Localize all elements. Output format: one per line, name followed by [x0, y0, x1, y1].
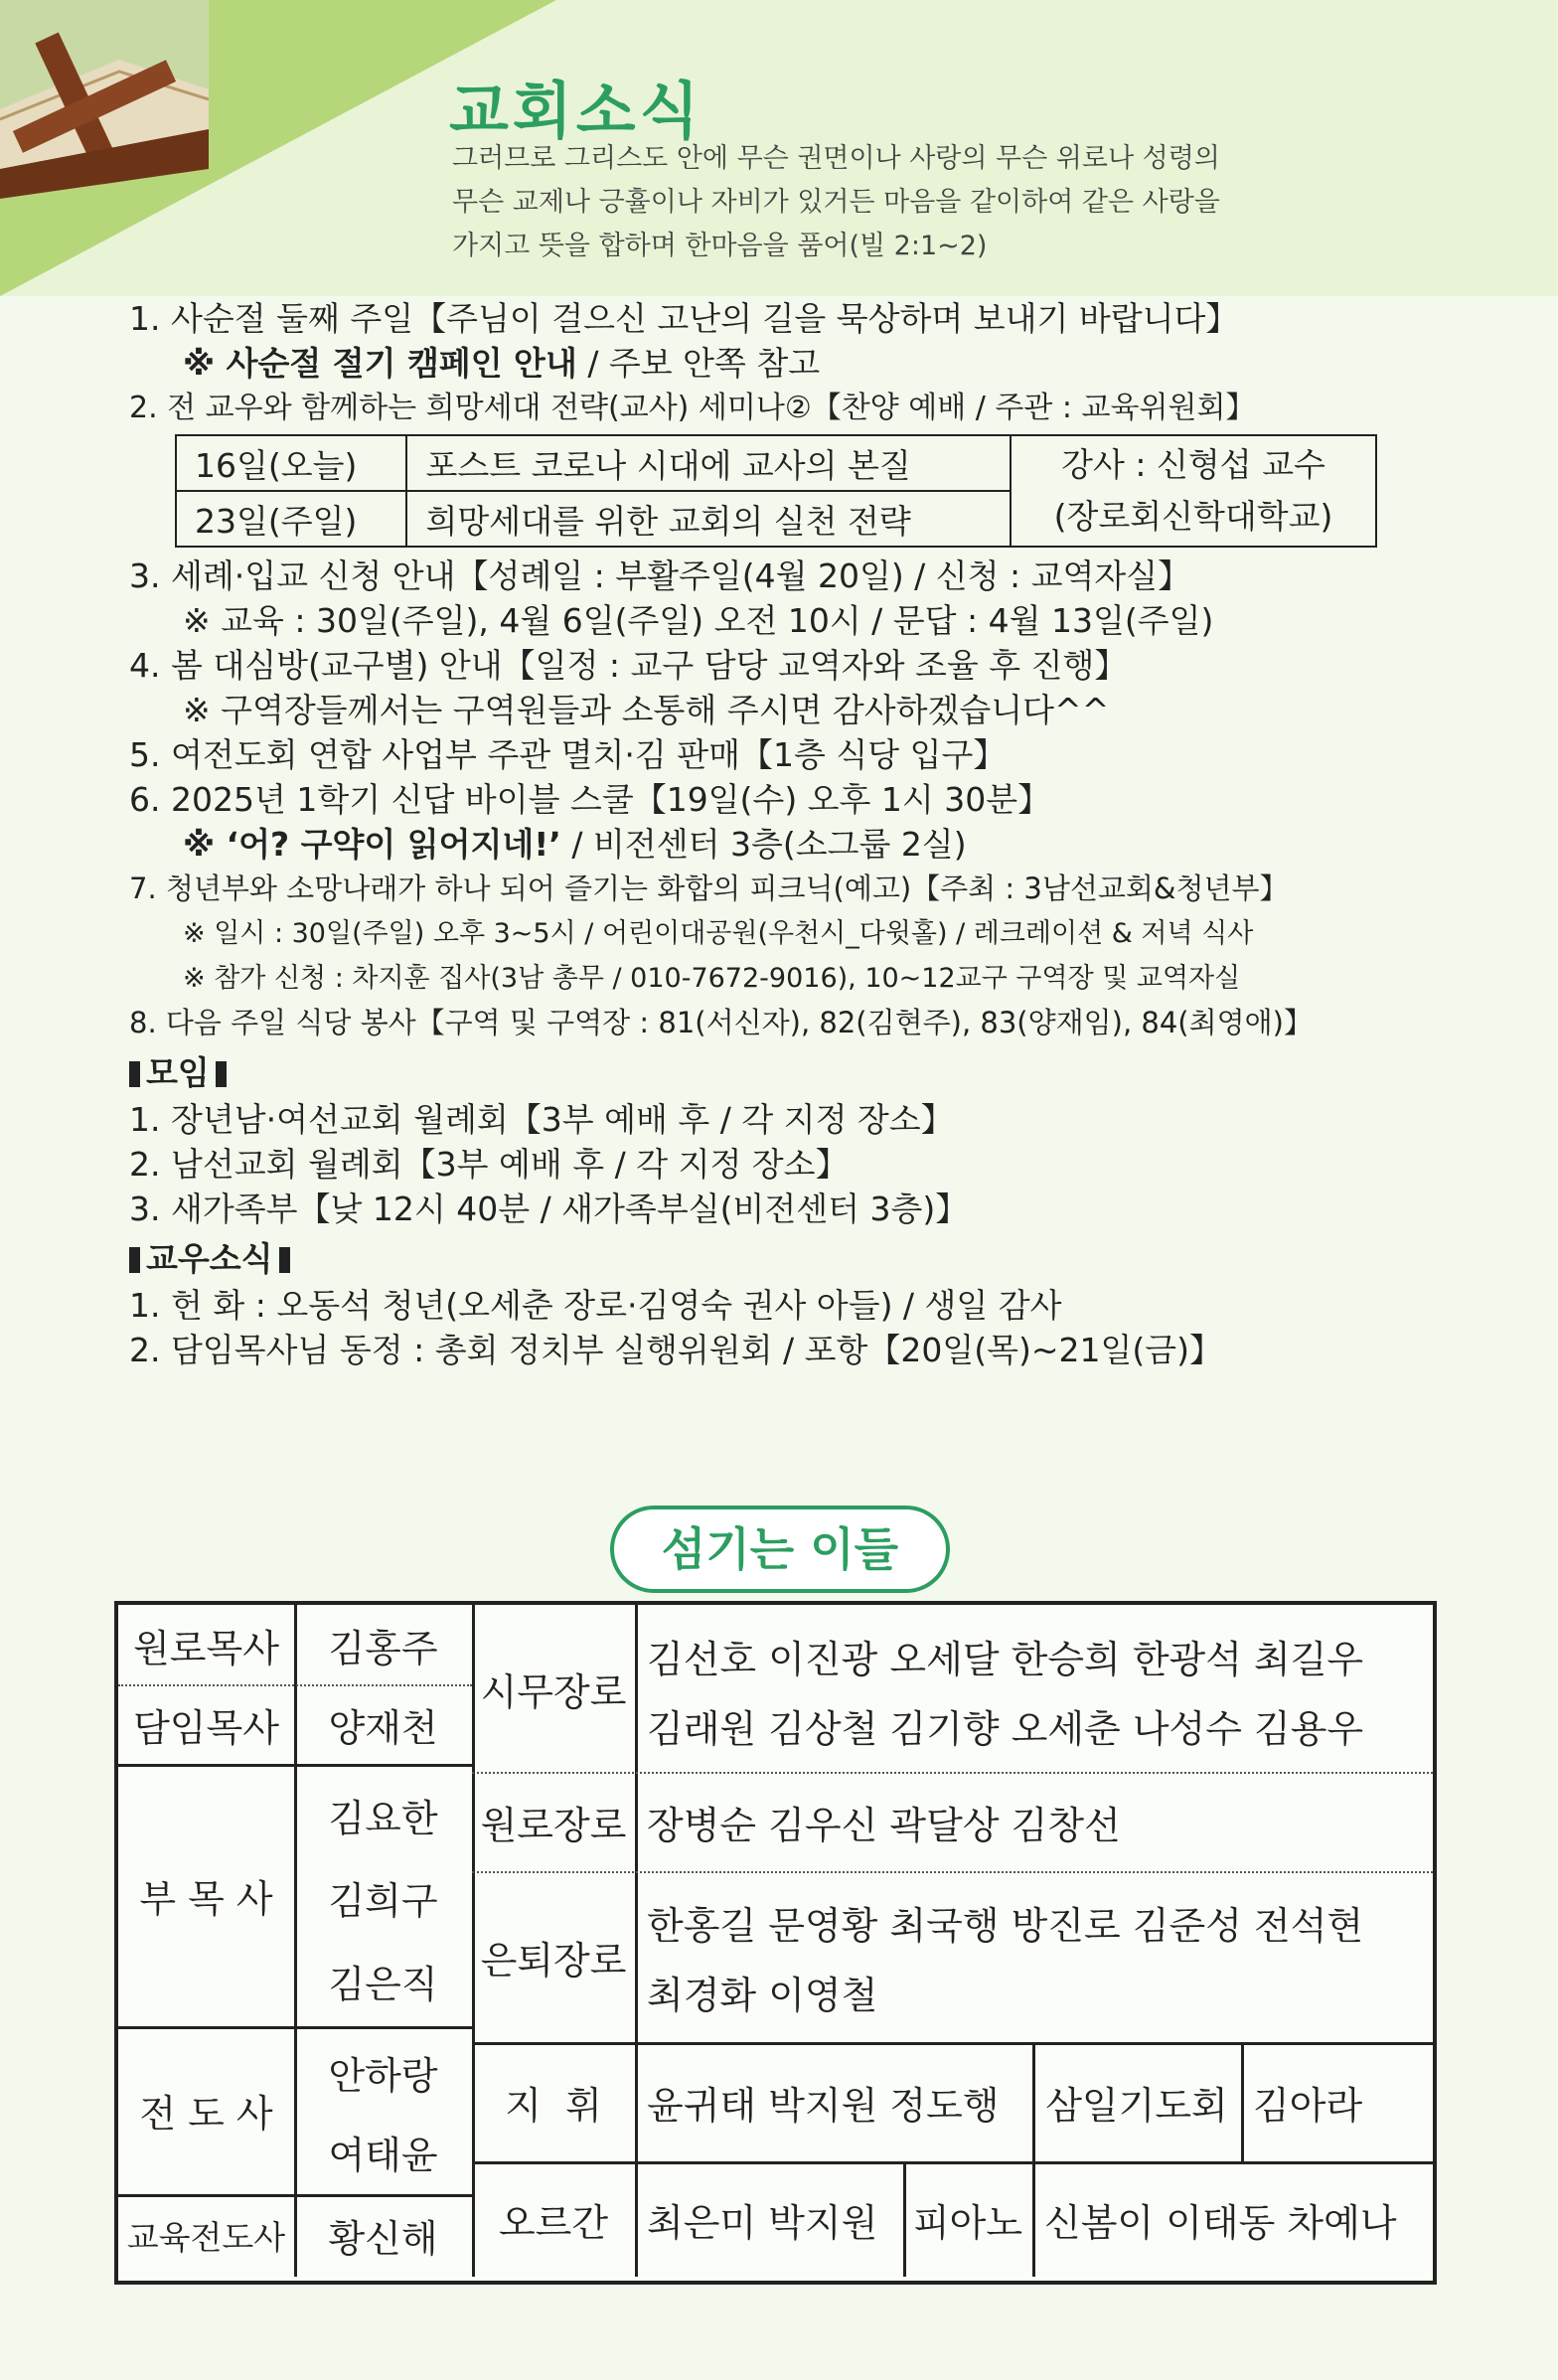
pianists: 신봄이 이태동 차예나 — [1044, 2200, 1397, 2245]
organists: 최은미 박지원 — [647, 2200, 878, 2245]
news-item-5: 5. 여전도회 연합 사업부 주관 멸치·김 판매【1층 식당 입구】 — [129, 735, 1007, 774]
church-news-list — [129, 296, 1441, 1372]
pastor-name: 김홍주 — [328, 1626, 438, 1670]
role-label: 부 목 사 — [139, 1876, 273, 1921]
retired-elders-line: 최경화 이영철 — [647, 1973, 878, 2017]
news-item-7-note-1: ※ 일시 : 30일(주일) 오후 3~5시 / 어린이대공원(우천시_다윗홀) / 레크레이션 & 저녁 식사 — [183, 918, 1254, 949]
servants-table — [114, 1601, 1437, 2285]
news-item-1-note — [129, 341, 1441, 386]
role-label: 지 휘 — [505, 2083, 602, 2128]
news-item-3: 3. 세례·입교 신청 안내【성례일 : 부활주일(4월 20일) / 신청 : 교역자실】 — [129, 556, 1191, 595]
meeting-item: 1. 장년남·여선교회 월례회【3부 예배 후 / 각 지정 장소】 — [129, 1100, 954, 1139]
heading-bar — [279, 1247, 290, 1273]
news-item-2: 2. 전 교우와 함께하는 희망세대 전략(교사) 세미나②【찬양 예배 / 주관 : 교육위원회】 — [129, 391, 1256, 425]
seminar-date: 16일(오늘) — [176, 435, 406, 491]
conductors: 윤귀태 박지원 정도행 — [647, 2083, 1000, 2128]
servants-badge: 섬기는 이들 — [610, 1506, 950, 1593]
retired-elders-line: 한홍길 문영황 최국행 방진로 김준성 전석현 — [647, 1903, 1364, 1948]
heading-bar — [129, 1061, 140, 1087]
pastor-name: 양재천 — [328, 1705, 438, 1750]
divider — [635, 1605, 638, 2277]
news-item-6-note — [129, 822, 1441, 867]
news-item-4-note: ※ 구역장들께서는 구역원들과 소통해 주시면 감사하겠습니다^^ — [183, 691, 1110, 729]
role-label: 피아노 — [912, 2200, 1023, 2245]
heading-bar — [129, 1247, 140, 1273]
section-heading-meetings — [129, 1049, 1441, 1097]
page-title: 교회소식 — [449, 75, 703, 147]
evangelist-name: 여태윤 — [328, 2133, 438, 2177]
role-label: 삼일기도회 — [1045, 2083, 1228, 2128]
speaker-affiliation: (장로회신학대학교) — [1053, 497, 1333, 536]
role-label: 오르간 — [498, 2200, 609, 2245]
speaker-name: 강사 : 신형섭 교수 — [1061, 445, 1325, 484]
verse-line: 그러므로 그리스도 안에 무슨 권면이나 사랑의 무슨 위로나 성령의 — [452, 143, 1220, 174]
member-news-item: 1. 헌 화 : 오동석 청년(오세춘 장로·김영숙 권사 아들) / 생일 감사 — [129, 1286, 1062, 1325]
role-label: 원로목사 — [133, 1626, 279, 1670]
pastor-name: 김은직 — [328, 1962, 438, 2006]
verse-line: 무슨 교제나 긍휼이나 자비가 있거든 마음을 같이하여 같은 사랑을 — [452, 187, 1220, 218]
role-label: 담임목사 — [133, 1705, 279, 1750]
news-item-1: 1. 사순절 둘째 주일【주님이 걸으신 고난의 길을 묵상하며 보내기 바랍니다】 — [129, 299, 1239, 338]
divider — [1241, 2042, 1244, 2161]
campaign-note: ※ 사순절 절기 캠페인 안내 — [183, 344, 577, 383]
news-item-8: 8. 다음 주일 식당 봉사【구역 및 구역장 : 81(서신자), 82(김현주), 83(양재임), 84(최영애)】 — [129, 1006, 1313, 1039]
heading-text: 모임 — [146, 1053, 210, 1092]
verse-line: 가지고 뜻을 합하며 한마음을 품어(빌 2:1~2) — [452, 231, 988, 261]
pastor-name: 김요한 — [328, 1796, 438, 1840]
news-item-4: 4. 봄 대심방(교구별) 안내【일정 : 교구 담당 교역자와 조율 후 진행】 — [129, 646, 1128, 685]
note-rest: / 비전센터 3층(소그룹 2실) — [560, 825, 967, 864]
role-label: 전 도 사 — [139, 2092, 273, 2136]
note-rest: / 주보 안쪽 참고 — [576, 344, 821, 383]
pastor-name: 김희구 — [328, 1878, 438, 1923]
emeritus-elders: 장병순 김우신 곽달상 김창선 — [647, 1803, 1121, 1847]
elders-line: 김선호 이진광 오세달 한승희 한광석 최길우 — [647, 1637, 1364, 1681]
member-news-item: 2. 담임목사님 동정 : 총회 정치부 실행위원회 / 포항【20일(목)~21일(금)】 — [129, 1331, 1222, 1369]
role-label: 교육전도사 — [126, 2218, 286, 2257]
seminar-date: 23일(주일) — [176, 491, 406, 547]
news-item-6: 6. 2025년 1학기 신답 바이블 스쿨【19일(수) 오후 1시 30분】 — [129, 780, 1051, 819]
elders-line: 김래원 김상철 김기향 오세춘 나성수 김용우 — [647, 1706, 1364, 1751]
seminar-topic: 희망세대를 위한 교회의 실천 전략 — [406, 491, 1011, 547]
role-label: 은퇴장로 — [480, 1938, 627, 1983]
meeting-item: 3. 새가족부【낮 12시 40분 / 새가족부실(비전센터 3층)】 — [129, 1190, 969, 1228]
role-label: 시무장로 — [480, 1669, 627, 1714]
news-item-3-note: ※ 교육 : 30일(주일), 4월 6일(주일) 오전 10시 / 문답 : 4월 13일(주일) — [183, 601, 1214, 640]
seminar-table — [175, 434, 1377, 548]
divider — [1032, 2161, 1035, 2277]
heading-text: 교우소식 — [146, 1239, 273, 1278]
role-label: 원로장로 — [480, 1803, 627, 1847]
heading-bar — [216, 1061, 227, 1087]
bible-school-title: ※ ‘어? 구약이 읽어지네!’ — [183, 825, 561, 864]
seminar-speaker — [1011, 435, 1376, 547]
evangelist-name: 안하랑 — [328, 2053, 438, 2098]
news-item-7-note-2: ※ 참가 신청 : 차지훈 집사(3남 총무 / 010-7672-9016), 10~12교구 구역장 및 교역자실 — [183, 963, 1241, 994]
section-heading-member-news — [129, 1235, 1441, 1283]
news-item-7: 7. 청년부와 소망나래가 하나 되어 즐기는 화합의 피크닉(예고)【주최 : 3남선교회&청년부】 — [129, 872, 1289, 905]
wed-prayer-name: 김아라 — [1253, 2083, 1363, 2128]
bible-verse — [452, 137, 1466, 268]
bible-cross-image — [0, 0, 209, 199]
table-row — [176, 435, 1376, 491]
seminar-topic: 포스트 코로나 시대에 교사의 본질 — [406, 435, 1011, 491]
meeting-item: 2. 남선교회 월례회【3부 예배 후 / 각 지정 장소】 — [129, 1145, 849, 1184]
evangelist-name: 황신해 — [328, 2217, 438, 2261]
